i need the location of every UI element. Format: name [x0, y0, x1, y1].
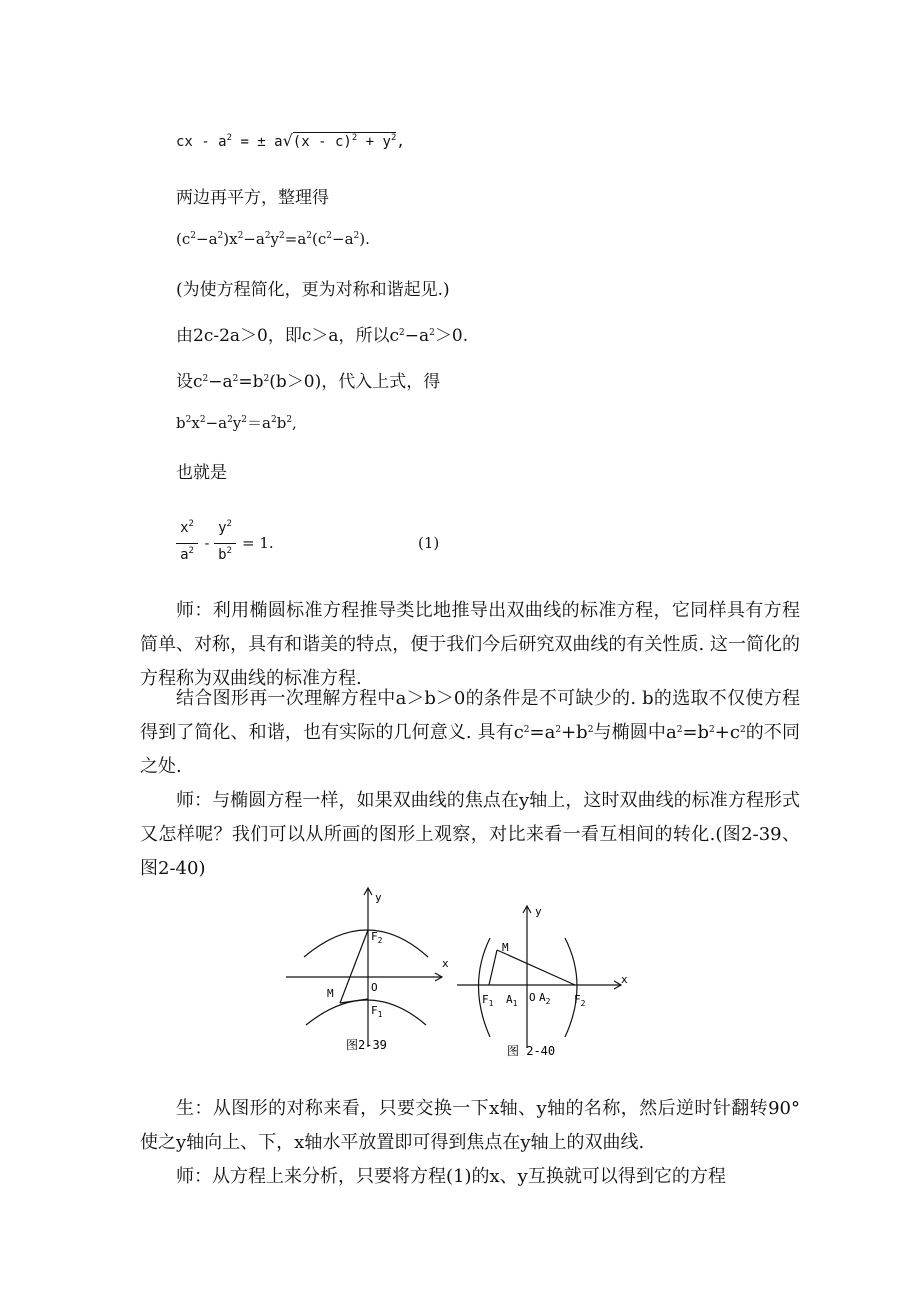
radical-sign: √	[282, 131, 293, 150]
paragraph-teacher-1: 师：利用椭圆标准方程推导类比地推导出双曲线的标准方程，它同样具有方程简单、对称，具有和谐美的特点，便于我们今后研究双曲线的有关性质. 这一简化的方程称为双曲线的标准方程.	[140, 600, 800, 689]
radicand: $(x - c)^2 + y^2$	[292, 133, 397, 150]
equation-radical: cx - $a^2$ = ± $a√(x - c)^2 + y^2$,	[176, 131, 405, 150]
equation-label: (1)	[418, 534, 440, 552]
right-branch	[565, 938, 577, 1037]
figure-2-39	[280, 885, 452, 1060]
figure-2-40	[455, 903, 635, 1063]
equation-expanded: $(c^2-a^2)x^2-a^2y^2=a^2(c^2-a^2)$.	[176, 230, 370, 248]
paragraph-student: 生：从图形的对称来看，只要交换一下x轴、y轴的名称，然后逆时针翻转90° 使之y轴向上、下，x轴水平放置即可得到焦点在y轴上的双曲线.	[140, 1098, 800, 1153]
svg-text:O: O	[371, 981, 378, 994]
text-that-is: 也就是	[176, 463, 227, 483]
fraction-bar	[176, 543, 198, 544]
svg-text:A1: $A_1$	[506, 993, 518, 1008]
svg-text:F2: $F_2$	[574, 993, 586, 1008]
svg-text:M: M	[327, 987, 334, 1000]
eq-sign: = ± a	[240, 134, 283, 150]
svg-text:A2: $A_2$	[539, 991, 551, 1006]
condition-line: 由2c-2a＞0，即c＞a，所以$c^2-a^2>0$.	[176, 326, 469, 346]
fraction-bar	[214, 543, 236, 544]
left-branch	[479, 938, 491, 1037]
paragraph-teacher-2: 师：与椭圆方程一样，如果双曲线的焦点在y轴上，这时双曲线的标准方程形式又怎样呢？我们可以从所画的图形上观察，对比来看一看互相间的转化.(图2-39、图2-40)	[140, 790, 800, 879]
svg-text:图 2-40: 图 2-40	[507, 1044, 556, 1058]
svg-text:x: x	[442, 957, 449, 970]
paragraph-teacher-3: 师：从方程上来分析，只要将方程(1)的x、y互换就可以得到它的方程	[176, 1166, 726, 1187]
svg-text:F2: $F_2$	[371, 930, 383, 945]
svg-text:M: M	[502, 941, 509, 954]
svg-text:x: x	[621, 973, 628, 986]
eq-lhs: cx - a	[176, 134, 227, 150]
svg-text:y: y	[535, 905, 542, 918]
svg-text:F1: $F_1$	[482, 993, 494, 1008]
substitution-line: 设$c^2-a^2=b^2(b>0)$，代入上式，得	[176, 372, 441, 392]
equation-substituted: $b^2x^2-a^2y^2=a^2b^2$,	[176, 414, 297, 432]
svg-text:F1: $F_1$	[371, 1004, 383, 1019]
svg-text:图2-39: 图2-39	[346, 1038, 387, 1052]
svg-text:y: y	[375, 891, 382, 904]
svg-text:O: O	[529, 991, 536, 1004]
text-square-both-sides: 两边再平方，整理得	[176, 188, 329, 208]
lower-branch	[306, 1000, 426, 1025]
note-simplify: (为使方程简化，更为对称和谐起见.)	[176, 280, 450, 300]
paragraph-conditions: 结合图形再一次理解方程中a＞b＞0的条件是不可缺少的. b的选取不仅使方程得到了简化、和谐，也有实际的几何意义. 具有$c^2=a^2+b^2$与椭圆中$a^2=b^2+c^2$的不同之处.	[140, 688, 801, 777]
